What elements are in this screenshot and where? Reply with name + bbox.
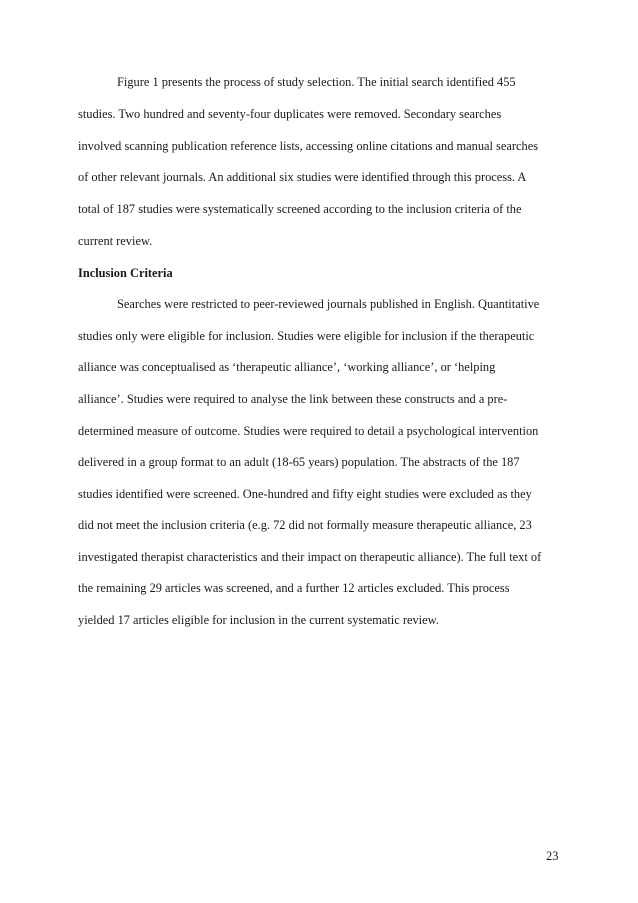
paragraph-1-line: of other relevant journals. An additional six studies were identified through this process. A: [78, 170, 527, 184]
paragraph-2-line: studies only were eligible for inclusion. Studies were eligible for inclusion if the therapeutic: [78, 329, 535, 343]
section-heading: Inclusion Criteria: [78, 266, 173, 280]
paragraph-1-line: Figure 1 presents the process of study selection. The initial search identified 455: [117, 75, 516, 89]
paragraph-2-line: yielded 17 articles eligible for inclusion in the current systematic review.: [78, 613, 439, 627]
paragraph-2-line: delivered in a group format to an adult (18-65 years) population. The abstracts of the 187: [78, 455, 520, 469]
paragraph-2-line: studies identified were screened. One-hundred and fifty eight studies were excluded as they: [78, 487, 532, 501]
paragraph-1-line: studies. Two hundred and seventy-four duplicates were removed. Secondary searches: [78, 107, 502, 121]
paragraph-1-line: involved scanning publication reference lists, accessing online citations and manual searches: [78, 139, 539, 153]
paragraph-2-line: alliance’. Studies were required to analyse the link between these constructs and a pre-: [78, 392, 508, 406]
paragraph-2-line: the remaining 29 articles was screened, and a further 12 articles excluded. This process: [78, 581, 510, 595]
paragraph-2-line: alliance was conceptualised as ‘therapeutic alliance’, ‘working alliance’, or ‘helping: [78, 360, 496, 374]
page-number: 23: [546, 849, 559, 863]
paragraph-2-line: Searches were restricted to peer-reviewed journals published in English. Quantitative: [117, 297, 540, 311]
paragraph-2-line: determined measure of outcome. Studies were required to detail a psychological intervention: [78, 424, 539, 438]
paragraph-1-line: current review.: [78, 234, 153, 248]
paragraph-2-line: did not meet the inclusion criteria (e.g. 72 did not formally measure therapeutic alliance, 23: [78, 518, 532, 532]
paragraph-2-line: investigated therapist characteristics and their impact on therapeutic alliance). The full text of: [78, 550, 542, 564]
paragraph-1-line: total of 187 studies were systematically screened according to the inclusion criteria of the: [78, 202, 522, 216]
